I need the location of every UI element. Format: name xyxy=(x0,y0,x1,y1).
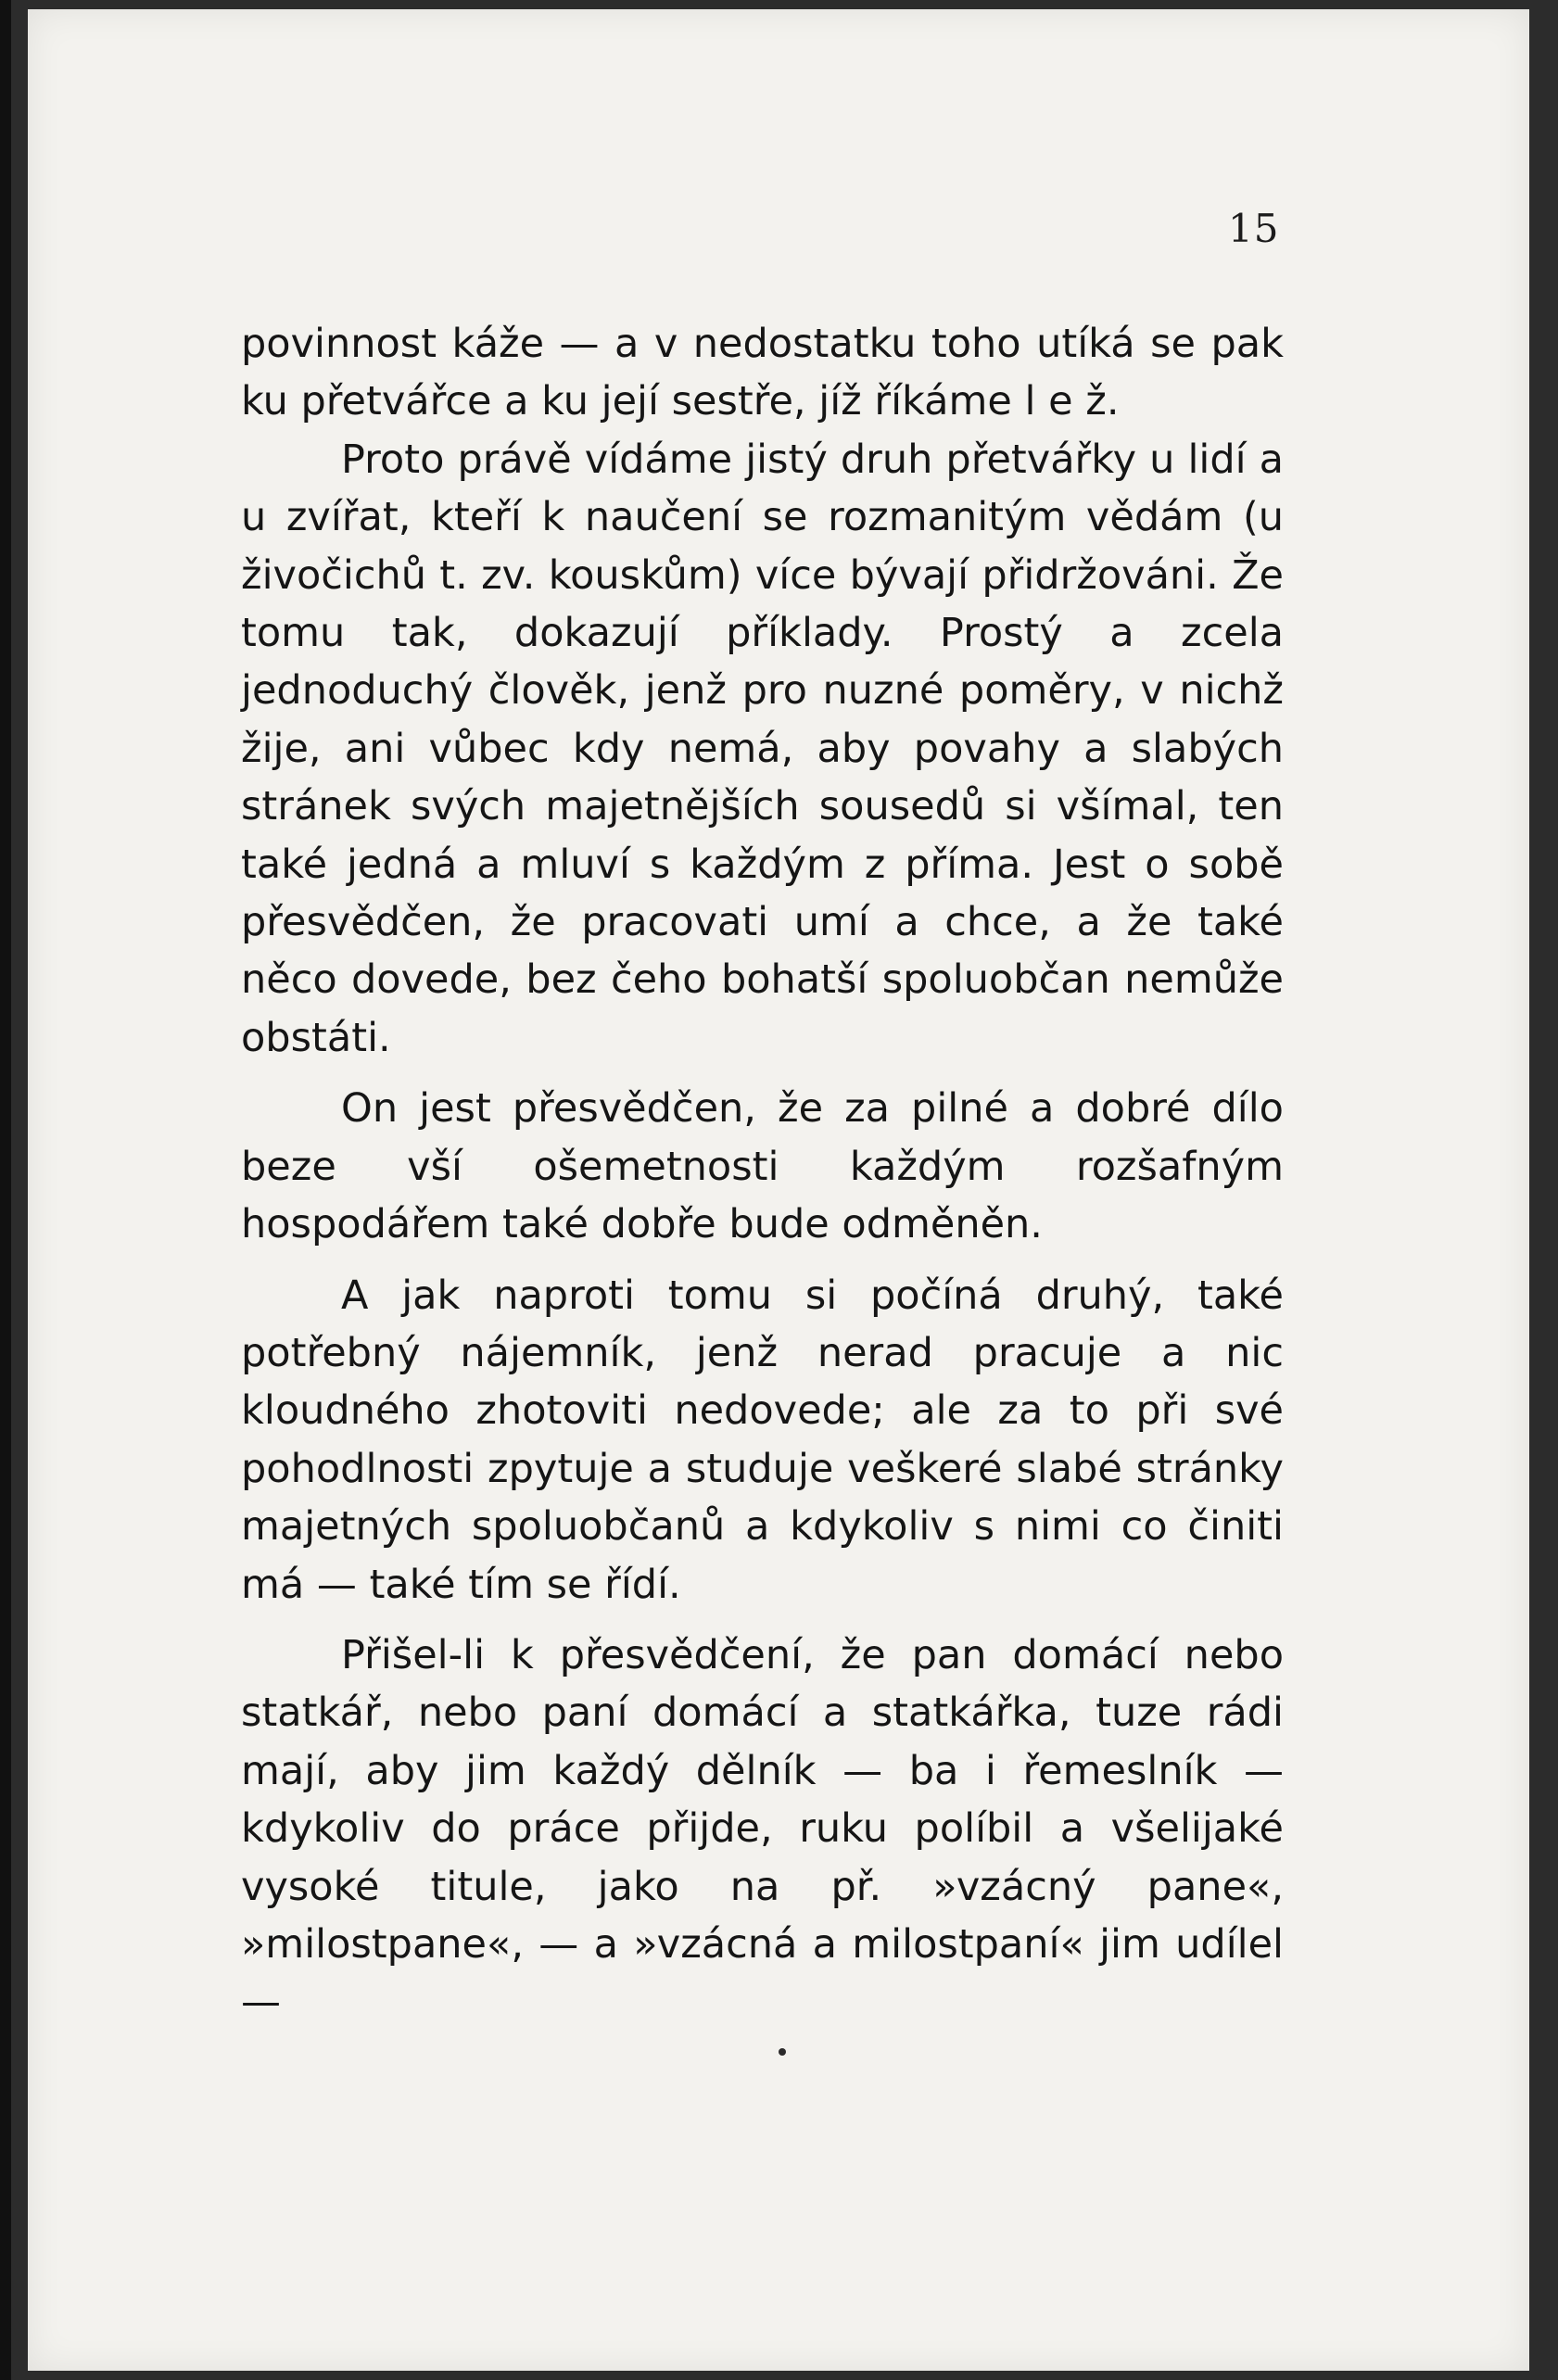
page-number: 15 xyxy=(1228,206,1280,251)
body-text xyxy=(241,315,1284,2032)
print-speck xyxy=(779,2048,786,2056)
binding-edge xyxy=(0,0,11,2380)
paragraph-1: povinnost káže — a v nedostatku toho utíká se pak ku přetvářce a ku její sestře, jíž říkáme l e ž. xyxy=(241,321,1284,425)
paragraph-5: Přišel-li k přesvědčení, že pan domácí nebo statkář, nebo paní domácí a statkářka, tuze rádi mají, aby jim každý dělník — ba i řemeslník — kdykoliv do práce přijde, ruku políbil a všelijaké vysoké titule, jako na př. »vzácný pane«, »milostpane«, — a »vzácná a milostpaní« jim udílel — xyxy=(241,1631,1284,2026)
paragraph-4: A jak naproti tomu si počíná druhý, také potřebný nájemník, jenž nerad pracuje a nic kloudného zhotoviti nedovede; ale za to při své pohodlnosti zpytuje a studuje veškeré slabé stránky majetných spoluobčanů a kdykoliv s nimi co činiti má — také tím se řídí. xyxy=(241,1272,1284,1608)
paragraph-3: On jest přesvědčen, že za pilné a dobré dílo beze vší ošemetnosti každým rozšafným hospodářem také dobře bude odměněn. xyxy=(241,1085,1284,1248)
paragraph-2: Proto právě vídáme jistý druh přetvářky u lidí a u zvířat, kteří k naučení se rozmanitým vědám (u živočichů t. zv. kouskům) více bývají přidržováni. Že tomu tak, dokazují příklady. Prostý a zcela jednoduchý člověk, jenž pro nuzné poměry, v nichž žije, ani vůbec kdy nemá, aby povahy a slabých stránek svých majetnějších sousedů si všímal, ten také jedná a mluví s každým z příma. Jest o sobě přesvědčen, že pracovati umí a chce, a že také něco dovede, bez čeho bohatší spoluobčan nemůže obstáti. xyxy=(241,436,1284,1061)
